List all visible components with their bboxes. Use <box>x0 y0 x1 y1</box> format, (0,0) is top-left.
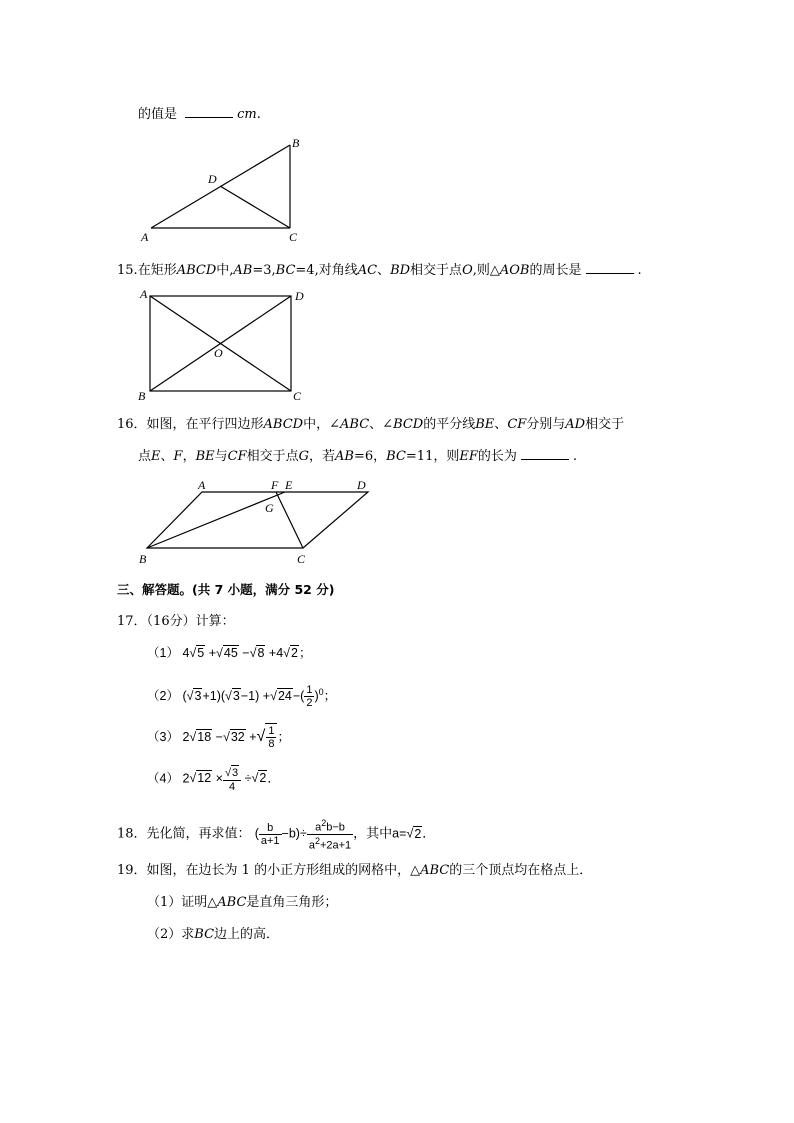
q16-answer-blank[interactable] <box>521 447 569 460</box>
label-c: C <box>293 389 302 403</box>
q19-part2: （2）求BC边上的高． <box>147 927 280 942</box>
label-d: D <box>357 478 366 492</box>
q17-part3: （3） 2√18 −√32 +√ $\frac{1}{8}$ ； <box>147 725 290 750</box>
q14-text: 的值是 <box>138 107 178 122</box>
figure-q16-parallelogram <box>135 475 380 570</box>
q17-heading: 17．（16分）计算： <box>117 614 235 629</box>
label-a: A <box>198 478 206 492</box>
label-d: D <box>208 172 217 186</box>
segment-cf <box>276 492 303 548</box>
segment-dc <box>220 186 290 228</box>
q16-text-line2: 点E、F，BE与CF相交于点G，若AB=6，BC=11，则EF的长为 . <box>138 449 578 464</box>
label-o: O <box>214 346 223 360</box>
label-c: C <box>297 552 306 566</box>
label-g: G <box>265 501 274 515</box>
q15-answer-blank[interactable] <box>586 261 634 274</box>
label-e: E <box>285 478 293 492</box>
q17-part4: （4） 2√12 × $\frac{√3}{4}$ ÷√2． <box>147 767 280 793</box>
q17-part1: （1） 4√5 +√45 −√8 +4√2； <box>147 646 312 660</box>
q14-answer-line: 的值是 cm. <box>138 107 261 122</box>
label-f: F <box>271 478 279 492</box>
parallelogram-abcd <box>147 492 368 548</box>
q18-text: 18．先化简，再求值： ( $\frac{b}{a+1}$ −b)÷ $\frac{a^2b-b}{a^2+2a+1}$ ，其中a=√2． <box>117 818 436 852</box>
q19-heading: 19．如图，在边长为 1 的小正方形组成的网格中，△ABC的三个顶点均在格点上． <box>117 863 593 878</box>
label-c: C <box>289 230 298 244</box>
q14-unit: cm <box>237 107 257 122</box>
label-b: B <box>139 552 147 566</box>
label-d: D <box>295 289 304 303</box>
q17-part2: （2） (√3+1)(√3−1) +√24−( $\frac{1}{2}$ )$^0$； <box>147 684 337 710</box>
label-a: A <box>141 230 149 244</box>
q15-text: 15.在矩形ABCD中,AB=3,BC=4,对角线AC、BD相交于点O,则△AOB的周长是 . <box>117 263 642 278</box>
label-a: A <box>140 287 148 301</box>
label-b: B <box>292 136 300 150</box>
section-3-heading: 三、解答题。(共 7 小题，满分 52 分) <box>117 582 335 597</box>
label-b: B <box>138 389 146 403</box>
figure-q14-triangle <box>135 133 310 248</box>
figure-q15-rectangle <box>135 285 315 405</box>
q19-part1: （1）证明△ABC是直角三角形； <box>147 895 338 910</box>
q14-answer-blank[interactable] <box>185 105 233 118</box>
q16-text-line1: 16．如图，在平行四边形ABCD中，∠ABC、∠BCD的平分线BE、CF分别与AD相交于 <box>117 417 625 432</box>
